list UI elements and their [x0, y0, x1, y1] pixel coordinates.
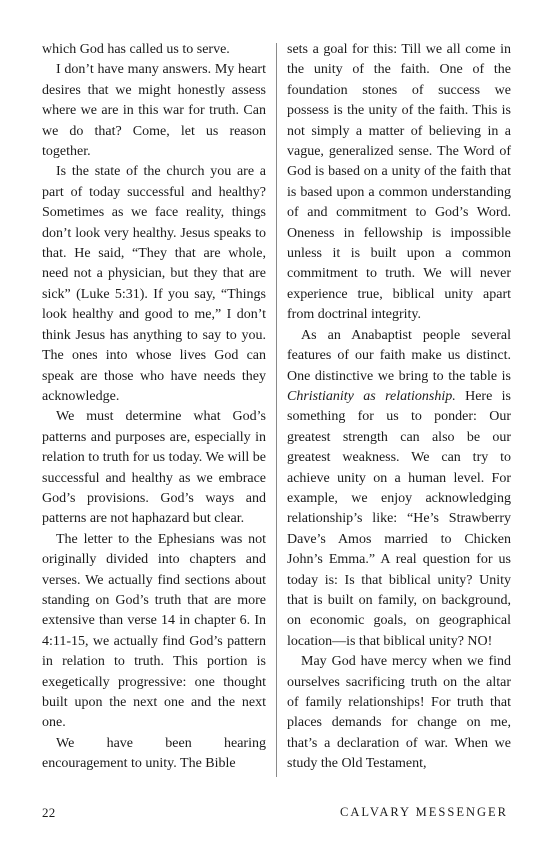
paragraph: The letter to the Ephesians was not originally divided into chapters and verses. We actually find sections about standing on God’s truth that are more extensive than verse 14 in chapter 6. In 4:11-15, we actually find God’s pattern in relation to truth. This portion is exegetically progressive: one thought built upon the next one and the next one. [42, 531, 266, 731]
paragraph: We must determine what God’s patterns and purposes are, especially in relation to truth for us today. We will be successful and healthy as we embrace God’s provisions. God’s ways and patterns are not haphazard but clear. [42, 409, 266, 527]
publication-title: CALVARY MESSENGER [340, 805, 508, 819]
paragraph: May God have mercy when we find ourselves sacrificing truth on the altar of family relationships! For truth that places demands for change on me, that’s a declaration of war. When we study the Old Testament, [287, 654, 511, 772]
paragraph-text: Here is something for us to ponder: Our greatest strength can also be our greatest weakness. We can try to achieve unity on a human level. For example, we enjoy acknowledging relationship’s like: “He’s Strawberry Dave’s Amos married to Chicken John’s Emma.” A real question for us today is: Is that biblical unity? Unity that is built on family, on background, on economic goals, on geographical location—is that biblical unity? NO! [287, 388, 511, 649]
page-number: 22 [42, 805, 56, 820]
column-divider [276, 43, 277, 777]
paragraph-text: As an Anabaptist people several features of our faith make us distinct. One distinctive we bring to the table is [287, 327, 511, 384]
paragraph: sets a goal for this: Till we all come in the unity of the faith. One of the foundation stones of success we possess is the unity of the faith. This is not simply a matter of believing in a vague, generalized sense. The Word of God is based on a unity of the faith that is based upon a common understanding of and commitment to God’s Word. Oneness in fellowship is impossible unless it is built upon a common commitment to truth. We will never experience true, biblical unity apart from doctrinal integrity. [287, 42, 511, 323]
paragraph [287, 326, 511, 653]
paragraph: I don’t have many answers. My heart desires that we might honestly assess where we are in this war for truth. Can we do that? Come, let us reason together. [42, 62, 266, 160]
left-column [42, 40, 266, 775]
paragraph: Is the state of the church you are a part of today successful and healthy? Sometimes as we face reality, things don’t look very healthy. Jesus speaks to that. He said, “They that are whole, need not a physician, but they that are sick” (Luke 5:31). If you say, “Things look healthy and good to me,” I don’t think Jesus has anything to say to you. The ones into whose lives God can speak are those who have needs they acknowledge. [42, 164, 266, 404]
paragraph: We have been hearing encouragement to unity. The Bible [42, 735, 266, 772]
italic-phrase: Christianity as relationship. [287, 388, 456, 404]
paragraph: which God has called us to serve. [42, 42, 230, 57]
right-column [287, 40, 511, 775]
